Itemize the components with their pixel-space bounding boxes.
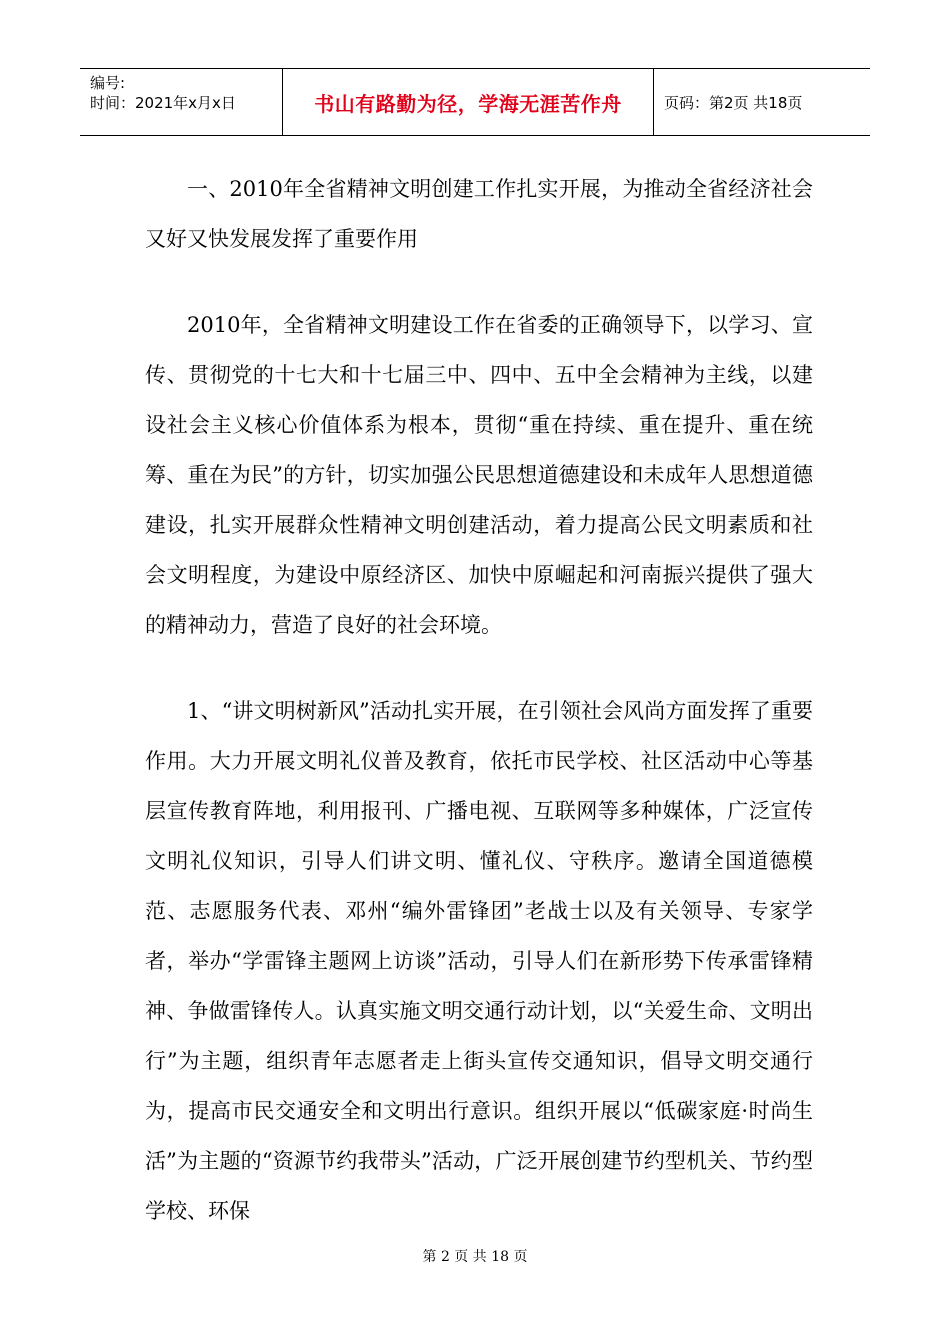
header-motto: 书山有路勤为径，学海无涯苦作舟 xyxy=(282,69,654,135)
page-footer: 第 2 页 共 18 页 xyxy=(422,1249,528,1265)
document-body xyxy=(145,164,813,1236)
body-paragraph: 2010年，全省精神文明建设工作在省委的正确领导下，以学习、宣传、贯彻党的十七大和十七届三中、四中、五中全会精神为主线，以建设社会主义核心价值体系为根本，贯彻“重在持续、重在提升、重在统筹、重在为民”的方针，切实加强公民思想道德建设和未成年人思想道德建设，扎实开展群众性精神文明创建活动，着力提高公民文明素质和社会文明程度，为建设中原经济区、加快中原崛起和河南振兴提供了强大的精神动力，营造了良好的社会环境。 xyxy=(145,313,813,637)
section-heading: 一、2010年全省精神文明创建工作扎实开展，为推动全省经济社会又好又快发展发挥了重要作用 xyxy=(145,177,813,251)
time-label: 时间：2021年x月x日 xyxy=(90,94,236,112)
header-meta xyxy=(80,69,282,135)
number-label: 编号: xyxy=(90,74,126,92)
header-page-info: 页码：第2页 共18页 xyxy=(664,93,803,112)
paragraph-gap xyxy=(145,650,813,686)
body-paragraph: 1、“讲文明树新风”活动扎实开展，在引领社会风尚方面发挥了重要作用。大力开展文明礼仪普及教育，依托市民学校、社区活动中心等基层宣传教育阵地，利用报刊、广播电视、互联网等多种媒体，广泛宣传文明礼仪知识，引导人们讲文明、懂礼仪、守秩序。邀请全国道德模范、志愿服务代表、邓州“编外雷锋团”老战士以及有关领导、专家学者，举办“学雷锋主题网上访谈”活动，引导人们在新形势下传承雷锋精神、争做雷锋传人。认真实施文明交通行动计划，以“关爱生命、文明出行”为主题，组织青年志愿者走上街头宣传交通知识，倡导文明交通行为，提高市民交通安全和文明出行意识。组织开展以“低碳家庭·时尚生活”为主题的“资源节约我带头”活动，广泛开展创建节约型机关、节约型学校、环保 xyxy=(145,699,813,1223)
page-header xyxy=(80,68,870,136)
paragraph-gap xyxy=(145,264,813,300)
